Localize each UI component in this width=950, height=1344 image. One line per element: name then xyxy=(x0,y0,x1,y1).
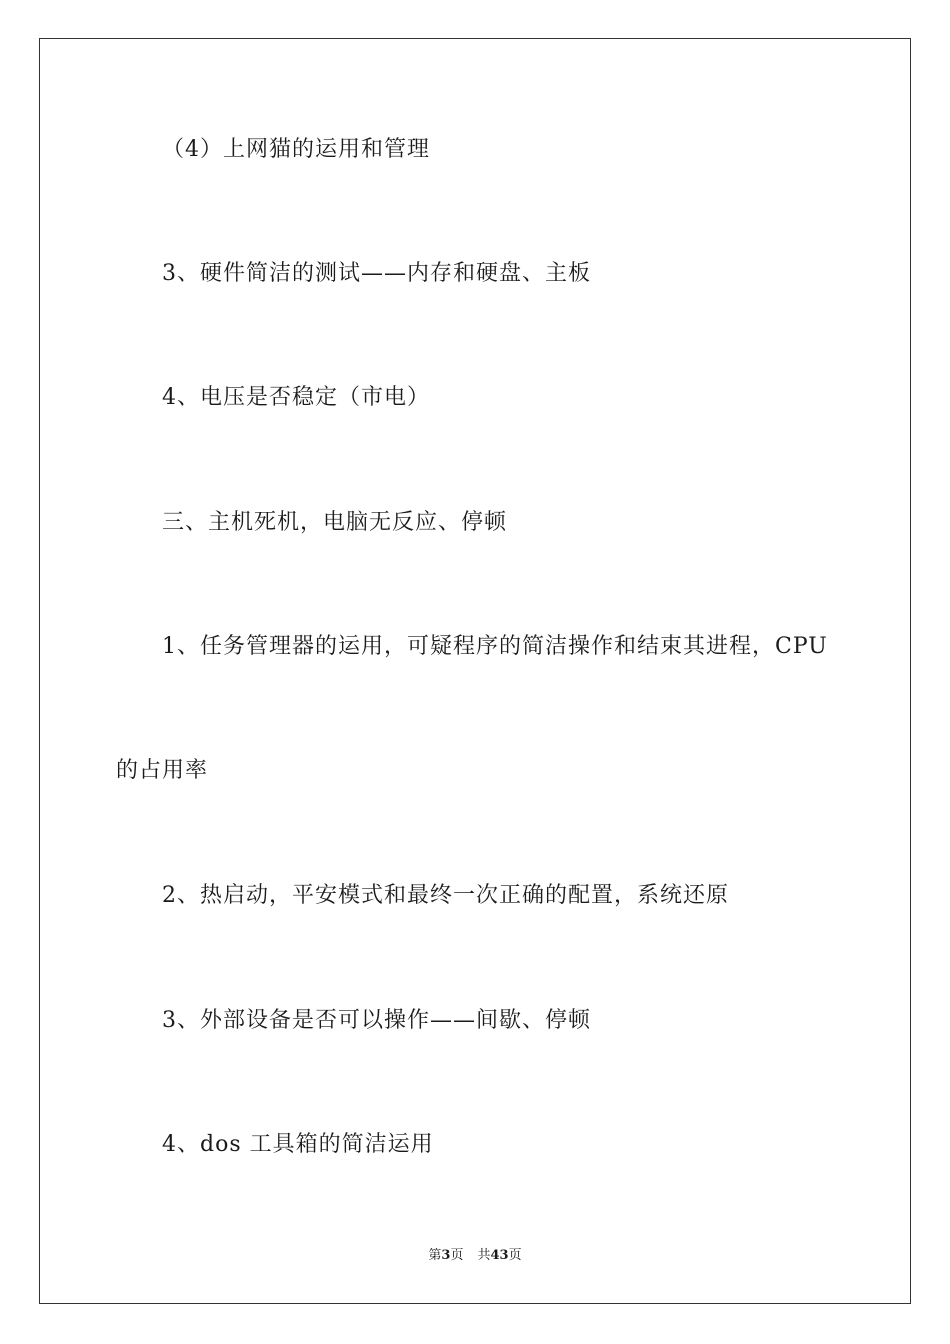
paragraph-hardware-test: 3、硬件简洁的测试——内存和硬盘、主板 xyxy=(162,261,591,286)
paragraph-warm-boot: 2、热启动，平安模式和最终一次正确的配置，系统还原 xyxy=(162,883,729,908)
footer-total-suffix: 页 xyxy=(508,1248,522,1263)
paragraph-voltage-check: 4、电压是否稳定（市电） xyxy=(162,385,430,410)
page-footer xyxy=(0,1247,950,1265)
footer-total-pages: 43 xyxy=(490,1248,509,1263)
paragraph-modem-usage: （4）上网猫的运用和管理 xyxy=(162,137,430,162)
footer-current-page: 3 xyxy=(441,1248,451,1263)
page-border xyxy=(39,38,911,1304)
footer-page-prefix: 第 xyxy=(428,1248,442,1263)
section-heading-crash: 三、主机死机，电脑无反应、停顿 xyxy=(162,510,508,535)
footer-total-prefix: 共 xyxy=(477,1248,491,1263)
paragraph-task-manager: 1、任务管理器的运用，可疑程序的简洁操作和结束其进程，CPU xyxy=(162,634,828,659)
footer-page-suffix: 页 xyxy=(450,1248,464,1263)
paragraph-dos-toolbox: 4、dos 工具箱的简洁运用 xyxy=(162,1132,434,1157)
paragraph-peripherals: 3、外部设备是否可以操作——间歇、停顿 xyxy=(162,1008,591,1033)
paragraph-task-manager-cont: 的占用率 xyxy=(116,758,209,783)
